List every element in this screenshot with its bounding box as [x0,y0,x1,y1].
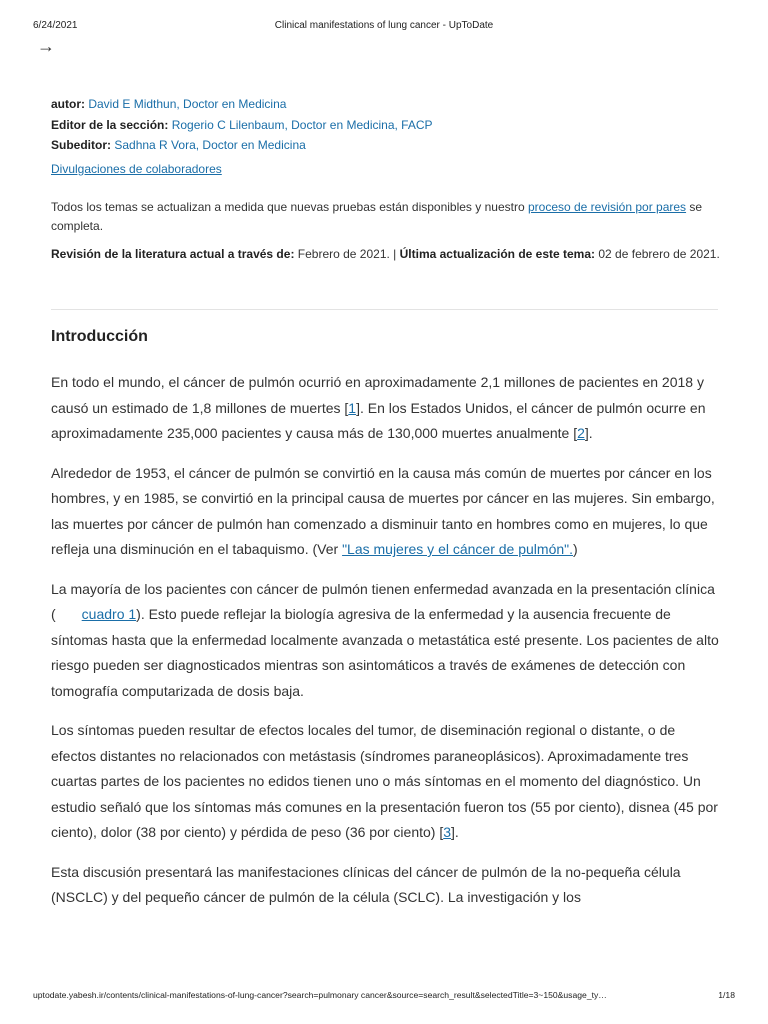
author-row [51,94,721,115]
peer-review-link[interactable]: proceso de revisión por pares [527,200,687,214]
section-editor-row [51,115,721,136]
last-updated-label: Última actualización de este tema: [399,247,596,261]
print-page-title: Clinical manifestations of lung cancer - UpToDate [274,20,494,31]
article-body [51,370,723,925]
paragraph-1 [51,370,723,447]
table-1-link[interactable]: cuadro 1 [81,606,137,622]
right-arrow-icon[interactable]: → [37,36,55,56]
print-url: uptodate.yabesh.ir/contents/clinical-manifestations-of-lung-cancer?search=pulmonary cancer&source=search_result&selectedTitle=3~150&usage_ty… [33,990,607,1000]
paragraph-2 [51,461,723,563]
paragraph-text: En todo el mundo, el cáncer de pulmón ocurrió en aproximadamente 2,1 millones de pacientes en 2018 y causó un estimado de 1,8 millones de muertes [ [51,374,704,416]
paragraph-text: ]. [451,824,459,840]
topics-note-end: se completa. [51,200,703,233]
author-label: autor: [51,97,85,111]
paragraph-text: ) [573,541,578,557]
deputy-editor-label: Subeditor: [51,138,111,152]
deputy-editor-row [51,135,721,156]
reference-link-2[interactable]: 2 [577,425,585,441]
section-editor-label: Editor de la sección: [51,117,169,132]
paragraph-text: ]. [584,425,593,441]
paragraph-text: ]. En los Estados Unidos, el cáncer de pulmón ocurre en aproximadamente 235,000 pacientes y causa más de 130,000 muertes anualmente [ [51,399,706,441]
women-lung-cancer-link[interactable]: "Las mujeres y el cáncer de pulmón". [342,541,574,557]
topic-contributors [51,94,721,156]
divider [51,309,718,310]
paragraph-text: Los síntomas pueden resultar de efectos locales del tumor, de diseminación regional o distante, o de efectos distantes no relacionados con metástasis (síndromes paraneoplásicos). Aproximadamente tres cuartas partes de los pacientes no edidos tienen uno o más síntomas en el momento del diagnóstico. Un estudio señaló que los síntomas más comunes en la presentación fueron tos (55 por ciento), disnea (45 por ciento), dolor (38 por ciento) y pérdida de peso (36 por ciento) [ [51,722,718,840]
paragraph-text: Esta discusión presentará las manifestaciones clínicas del cáncer de pulmón de la no-pequeña célula (NSCLC) y del pequeño cáncer de pulmón de la célula (SCLC). La investigación y los [51,863,681,905]
author-link[interactable]: David E Midthun, Doctor en Medicina [88,97,287,111]
print-header [0,0,768,34]
contributor-disclosures-link[interactable]: Divulgaciones de colaboradores [51,162,222,176]
deputy-editor-link[interactable]: Sadhna R Vora, Doctor en Medicina [114,138,306,152]
paragraph-text: Alrededor de 1953, el cáncer de pulmón se convirtió en la causa más común de muertes por cáncer en los hombres, y en 1985, se convirtió en la principal causa de muertes por cáncer en las mujeres. Sin embargo, las muertes por cáncer de pulmón han comenzado a disminuir tanto en hombres como en mujeres, lo que refleja una disminución en el tabaquismo. (Ver [51,464,715,557]
print-date: 6/24/2021 [33,20,78,31]
paragraph-5 [51,860,723,911]
literature-review-value: Febrero de 2021. | [294,247,400,261]
last-updated-value: 02 de febrero de 2021. [595,247,720,261]
review-dates [51,244,723,265]
paragraph-3 [51,577,723,705]
page-number: 1/18 [718,990,735,1000]
section-title: Introducción [51,328,148,345]
paragraph-text: La mayoría de los pacientes con cáncer de pulmón tienen enfermedad avanzada en la presentación clínica ( [51,580,715,622]
paragraph-4 [51,718,723,846]
reference-link-1[interactable]: 1 [348,399,357,416]
topics-note-text: Todos los temas se actualizan a medida que nuevas pruebas están disponibles y nuestro [51,200,528,214]
topics-update-note [51,198,721,236]
reference-link-3[interactable]: 3 [443,824,452,840]
paragraph-text: ). Esto puede reflejar la biología agresiva de la enfermedad y la ausencia frecuente de síntomas hasta que la enfermedad localmente avanzada o metastática esté presente. Los pacientes de alto riesgo pueden ser diagnosticados mientras son asintomáticos a través de exámenes de detección con tomografía computarizada de dosis baja. [51,606,719,699]
section-editor-link[interactable]: Rogerio C Lilenbaum, Doctor en Medicina, FACP [171,117,433,132]
literature-review-label: Revisión de la literatura actual a través de: [51,247,295,261]
